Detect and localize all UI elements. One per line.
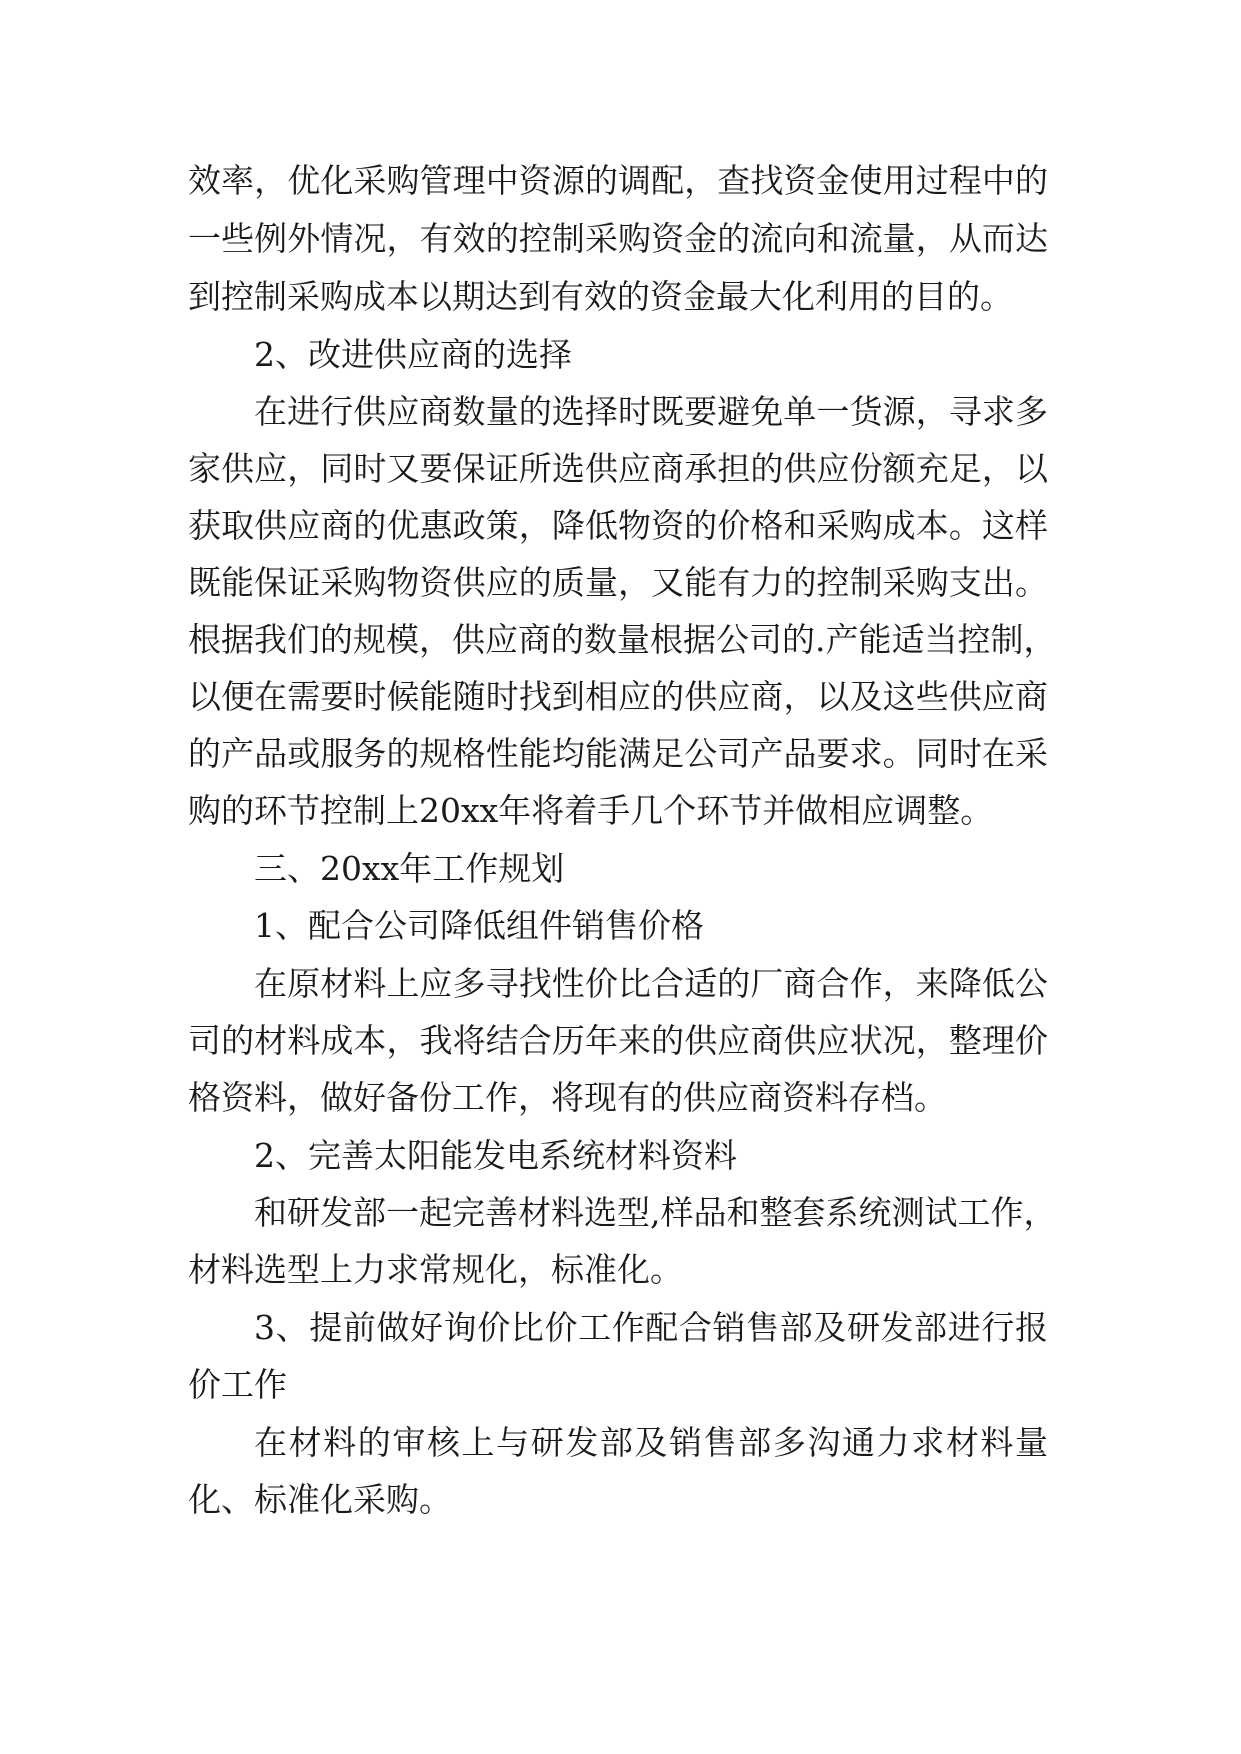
subheading: 2、完善太阳能发电系统材料资料 [254, 1136, 737, 1175]
body-text-line: 的产品或服务的规格性能均能满足公司产品要求。同时在采 [188, 734, 1048, 773]
body-text-line: 既能保证采购物资供应的质量，又能有力的控制采购支出。 [188, 563, 1048, 602]
body-text-line: 购的环节控制上20xx年将着手几个环节并做相应调整。 [188, 791, 994, 830]
subheading: 价工作 [188, 1365, 287, 1404]
subheading: 2、改进供应商的选择 [254, 335, 572, 374]
body-text-line: 在原材料上应多寻找性价比合适的厂商合作，来降低公 [254, 964, 1048, 1003]
subheading: 1、配合公司降低组件销售价格 [254, 906, 704, 945]
body-text-line: 效率，优化采购管理中资源的调配，查找资金使用过程中的 [188, 161, 1048, 200]
body-text-line: 一些例外情况，有效的控制采购资金的流向和流量，从而达 [188, 219, 1048, 258]
section-heading: 三、20xx年工作规划 [254, 849, 565, 888]
body-text-line: 在进行供应商数量的选择时既要避免单一货源，寻求多 [254, 392, 1048, 431]
body-text-line: 家供应，同时又要保证所选供应商承担的供应份额充足，以 [188, 449, 1048, 488]
body-text-line: 以便在需要时候能随时找到相应的供应商，以及这些供应商 [188, 677, 1048, 716]
subheading: 3、提前做好询价比价工作配合销售部及研发部进行报 [254, 1308, 1048, 1347]
body-text-line: 司的材料成本，我将结合历年来的供应商供应状况，整理价 [188, 1021, 1048, 1060]
body-text-line: 获取供应商的优惠政策，降低物资的价格和采购成本。这样 [188, 506, 1048, 545]
body-text-line: 在材料的审核上与研发部及销售部多沟通力求材料量 [254, 1423, 1048, 1462]
body-text-line: 格资料，做好备份工作，将现有的供应商资料存档。 [188, 1078, 947, 1117]
body-text-line: 化、标准化采购。 [188, 1480, 452, 1519]
body-text-line: 根据我们的规模，供应商的数量根据公司的.产能适当控制， [188, 620, 1057, 659]
body-text-line: 材料选型上力求常规化，标准化。 [188, 1250, 683, 1289]
body-text-line: 到控制采购成本以期达到有效的资金最大化利用的目的。 [188, 277, 1013, 316]
body-text-line: 和研发部一起完善材料选型,样品和整套系统测试工作， [254, 1193, 1057, 1232]
